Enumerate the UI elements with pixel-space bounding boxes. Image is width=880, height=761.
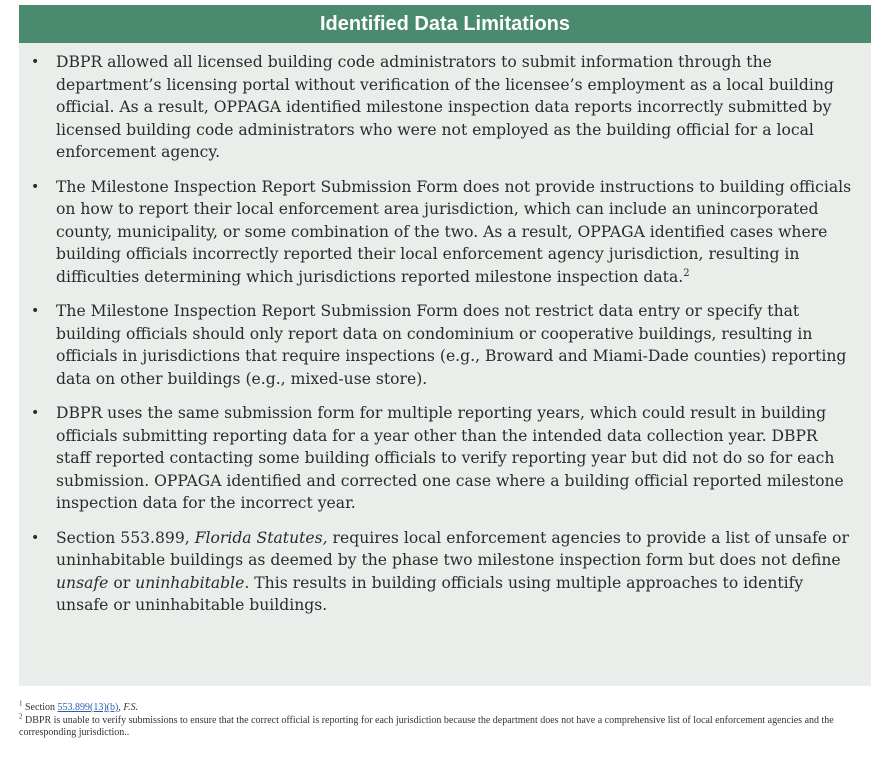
term-uninhabitable: uninhabitable xyxy=(135,573,245,592)
footnote-2 xyxy=(19,712,871,740)
bullet-text: The Milestone Inspection Report Submission Form does not restrict data entry or specify that building officials should only report data on condominium or cooperative buildings, resulting in officials in jurisdictions that require inspections (e.g., Broward and Miami-Dade counties) reporting data on other buildings (e.g., mixed-use store). xyxy=(56,302,847,388)
list-item xyxy=(19,402,853,515)
bullet-text: DBPR allowed all licensed building code administrators to submit information through the department’s licensing portal without verification of the licensee’s employment as a local building official. As a result, OPPAGA identified milestone inspection data reports incorrectly submitted by licensed building code administrators who were not employed as the building official for a local enforcement agency. xyxy=(56,53,834,161)
statute-abbrev: F.S. xyxy=(123,702,139,713)
bullet-icon: • xyxy=(31,529,40,546)
list-item xyxy=(19,527,853,617)
list-item xyxy=(19,300,853,390)
footnote-text: Section xyxy=(25,702,58,713)
footnote-number: 1 xyxy=(19,699,23,708)
bullet-text-part: or xyxy=(108,573,136,592)
term-unsafe: unsafe xyxy=(56,573,109,592)
list-item xyxy=(19,176,853,289)
bullet-text-part: . This results in building officials using multiple approaches to identify unsafe or uninhabitable buildings. xyxy=(56,573,804,614)
bullet-icon: • xyxy=(31,303,40,319)
statute-name: Florida Statutes, xyxy=(194,528,328,547)
statute-link[interactable]: 553.899(13)(b) xyxy=(57,702,119,713)
bullet-icon: • xyxy=(31,405,40,421)
list-item xyxy=(19,51,853,164)
bullet-icon: • xyxy=(31,54,40,70)
bullet-text-part: requires local enforcement agencies to provide a list of unsafe or uninhabitable buildings as deemed by the phase two milestone inspection form but does not define xyxy=(56,528,849,569)
footnotes xyxy=(19,699,871,740)
footnote-separator: , xyxy=(118,702,124,713)
footnote-number: 2 xyxy=(19,712,23,721)
bullet-text: The Milestone Inspection Report Submission Form does not provide instructions to building officials on how to report their local enforcement area jurisdiction, which can include an unincorporated county, municipality, or some combination of the two. As a result, OPPAGA identified cases where building officials incorrectly reported their local enforcement agency jurisdiction, resulting in difficulties determining which jurisdictions reported milestone inspection data. xyxy=(56,177,852,286)
data-limitations-box xyxy=(19,5,871,686)
bullet-text: DBPR uses the same submission form for multiple reporting years, which could result in building officials submitting reporting data for a year other than the intended data collection year. DBPR staff reported contacting some building officials to verify reporting year but did not do so for each submission. OPPAGA identified and corrected one case where a building official reported milestone inspection data for the incorrect year. xyxy=(56,404,844,512)
box-title: Identified Data Limitations xyxy=(19,5,871,43)
bullet-icon: • xyxy=(31,178,40,195)
footnote-ref[interactable]: 2 xyxy=(683,267,690,279)
footnote-text: DBPR is unable to verify submissions to ensure that the correct official is reporting for each jurisdiction because the department does not have a comprehensive list of local enforcement agencies and the corresponding jurisdiction.. xyxy=(19,714,834,738)
bullet-text-part: Section 553.899, xyxy=(56,528,195,547)
footnote-1 xyxy=(19,699,871,715)
limitations-list xyxy=(19,43,871,617)
